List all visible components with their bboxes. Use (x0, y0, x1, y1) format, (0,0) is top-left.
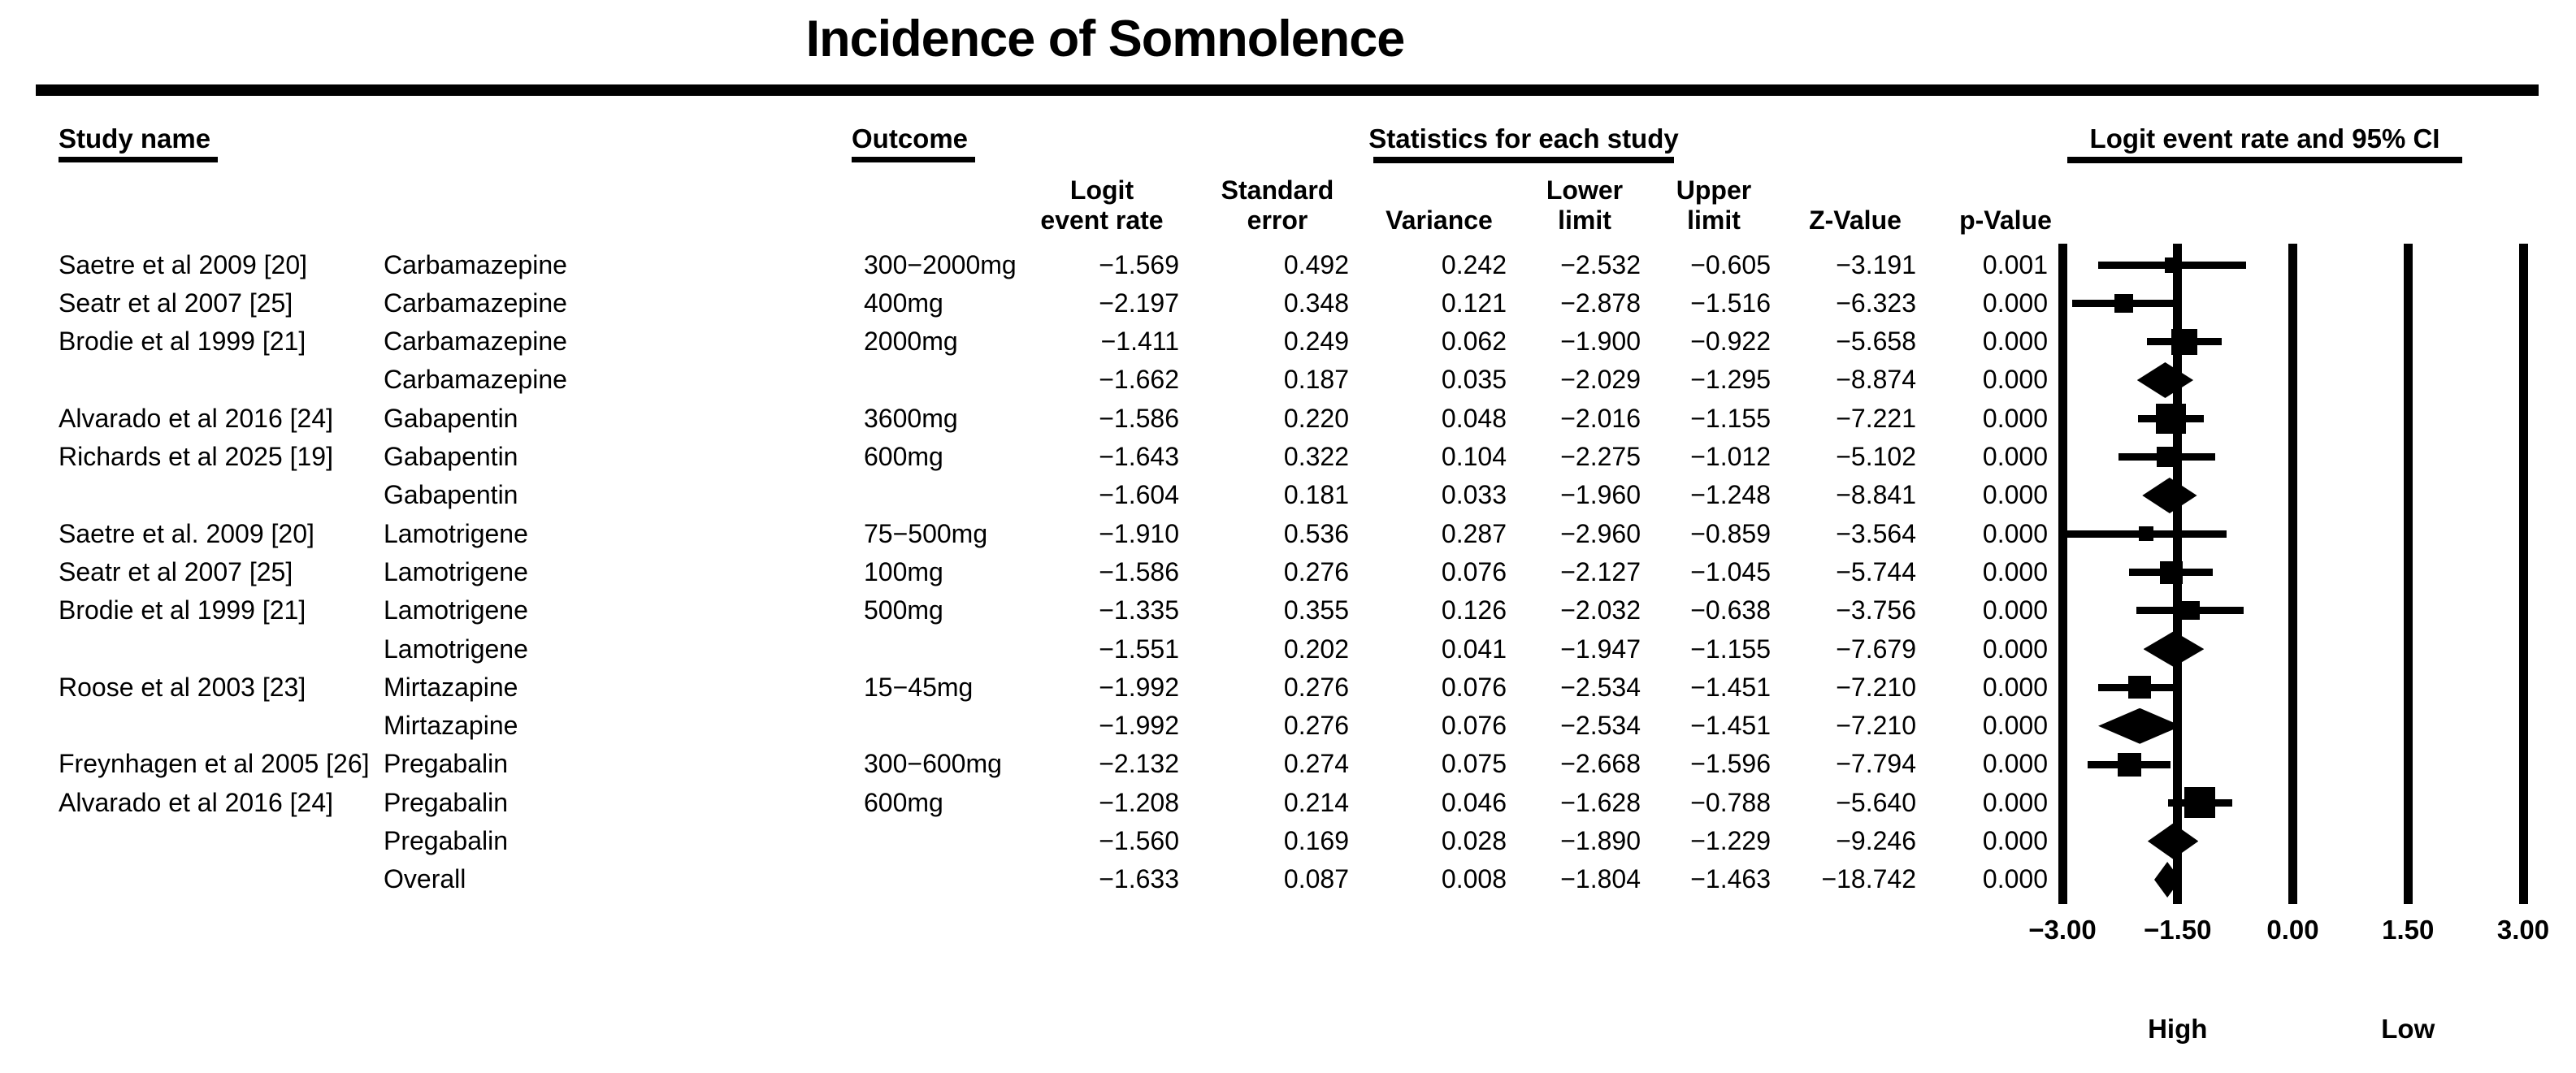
upper-limit-cell: −1.155 (1690, 403, 1771, 433)
point-square (2184, 787, 2215, 818)
dose-cell: 100mg (864, 556, 943, 586)
p-value-cell: 0.000 (1982, 826, 2048, 855)
point-square (2157, 447, 2177, 467)
dose-cell: 400mg (864, 288, 943, 318)
p-value-cell: 0.000 (1982, 556, 2048, 586)
outcome-cell: Mirtazapine (384, 672, 518, 702)
study-cell: Seatr et al 2007 [25] (59, 556, 293, 586)
variance-cell: 0.048 (1441, 403, 1507, 433)
variance-cell: 0.041 (1441, 634, 1507, 664)
study-name-underline (59, 157, 218, 162)
upper-limit-cell: −0.859 (1690, 518, 1771, 548)
p-value-cell: 0.000 (1982, 711, 2048, 741)
point-square (2114, 294, 2133, 313)
logit-event-rate-cell: −1.992 (1099, 672, 1179, 702)
dose-cell: 500mg (864, 595, 943, 625)
column-header-upper-line1: Upper (1676, 175, 1752, 205)
lower-limit-cell: −2.016 (1560, 403, 1641, 433)
upper-limit-cell: −1.451 (1690, 711, 1771, 741)
logit-event-rate-cell: −2.132 (1099, 749, 1179, 779)
point-square (2181, 601, 2200, 620)
logit-event-rate-cell: −2.197 (1099, 288, 1179, 318)
table-row (0, 707, 2576, 745)
p-value-cell: 0.000 (1982, 365, 2048, 395)
outcome-cell: Carbamazepine (384, 288, 567, 318)
upper-limit-cell: −1.248 (1690, 480, 1771, 510)
lower-limit-cell: −2.275 (1560, 442, 1641, 471)
outcome-cell: Gabapentin (384, 442, 518, 471)
variance-cell: 0.242 (1441, 249, 1507, 279)
study-cell: Saetre et al 2009 [20] (59, 249, 307, 279)
table-row (0, 860, 2576, 898)
logit-event-rate-cell: −1.560 (1099, 826, 1179, 855)
axis-tick-label: 1.50 (2382, 915, 2435, 945)
z-value-cell: −6.323 (1836, 288, 1916, 318)
axis-tick-label: −3.00 (2028, 915, 2097, 945)
point-square (2118, 753, 2141, 777)
study-cell: Roose et al 2003 [23] (59, 672, 306, 702)
standard-error-cell: 0.214 (1283, 787, 1349, 817)
plot-section-header: Logit event rate and 95% CI (2089, 123, 2440, 154)
table-row (0, 284, 2576, 322)
z-value-cell: −3.564 (1836, 518, 1916, 548)
z-value-cell: −7.221 (1836, 403, 1916, 433)
z-value-cell: −9.246 (1836, 826, 1916, 855)
axis-gridline (2404, 244, 2413, 904)
lower-limit-cell: −2.532 (1560, 249, 1641, 279)
outcome-cell: Gabapentin (384, 403, 518, 433)
axis-gridline (2288, 244, 2297, 904)
standard-error-cell: 0.169 (1283, 826, 1349, 855)
p-value-cell: 0.000 (1982, 480, 2048, 510)
plot-underline (2067, 157, 2462, 163)
z-value-cell: −3.191 (1836, 249, 1916, 279)
point-square (2160, 561, 2183, 584)
outcome-underline (852, 157, 975, 162)
lower-limit-cell: −2.668 (1560, 749, 1641, 779)
study-cell: Alvarado et al 2016 [24] (59, 787, 334, 817)
dose-cell: 3600mg (864, 403, 958, 433)
logit-event-rate-cell: −1.335 (1099, 595, 1179, 625)
dose-cell: 2000mg (864, 327, 958, 357)
table-row (0, 745, 2576, 783)
logit-event-rate-cell: −1.992 (1099, 711, 1179, 741)
dose-cell: 600mg (864, 787, 943, 817)
p-value-cell: 0.000 (1982, 595, 2048, 625)
point-square (2128, 676, 2151, 699)
column-header-lower-line2: limit (1558, 206, 1611, 235)
p-value-cell: 0.000 (1982, 672, 2048, 702)
point-square (2165, 257, 2180, 273)
outcome-cell: Lamotrigene (384, 518, 528, 548)
standard-error-cell: 0.348 (1283, 288, 1349, 318)
upper-limit-cell: −0.605 (1690, 249, 1771, 279)
variance-cell: 0.076 (1441, 556, 1507, 586)
outcome-cell: Carbamazepine (384, 249, 567, 279)
upper-limit-cell: −1.295 (1690, 365, 1771, 395)
axis-tick-label: 3.00 (2496, 915, 2550, 945)
z-value-cell: −7.210 (1836, 711, 1916, 741)
dose-cell: 600mg (864, 442, 943, 471)
outcome-cell: Lamotrigene (384, 595, 528, 625)
logit-event-rate-cell: −1.411 (1100, 327, 1179, 357)
outcome-cell: Overall (384, 864, 466, 894)
logit-event-rate-cell: −1.643 (1099, 442, 1179, 471)
point-square (2156, 404, 2186, 434)
standard-error-cell: 0.181 (1283, 480, 1349, 510)
study-name-header: Study name (59, 123, 211, 154)
upper-limit-cell: −1.516 (1690, 288, 1771, 318)
variance-cell: 0.104 (1441, 442, 1507, 471)
upper-limit-cell: −1.229 (1690, 826, 1771, 855)
variance-cell: 0.062 (1441, 327, 1507, 357)
axis-tick-label: −1.50 (2144, 915, 2212, 945)
standard-error-cell: 0.355 (1283, 595, 1349, 625)
dose-cell: 15−45mg (864, 672, 974, 702)
point-square (2171, 329, 2197, 355)
axis-gridline (2058, 244, 2067, 904)
outcome-cell: Pregabalin (384, 749, 508, 779)
upper-limit-cell: −0.922 (1690, 327, 1771, 357)
upper-limit-cell: −0.638 (1690, 595, 1771, 625)
p-value-cell: 0.000 (1982, 327, 2048, 357)
outcome-cell: Lamotrigene (384, 556, 528, 586)
z-value-cell: −18.742 (1821, 864, 1916, 894)
lower-limit-cell: −2.032 (1560, 595, 1641, 625)
p-value-cell: 0.000 (1982, 634, 2048, 664)
upper-limit-cell: −1.463 (1690, 864, 1771, 894)
title-divider-rule (36, 84, 2539, 96)
lower-limit-cell: −1.947 (1560, 634, 1641, 664)
standard-error-cell: 0.220 (1283, 403, 1349, 433)
column-header-z-value: Z-Value (1809, 206, 1902, 235)
study-cell: Richards et al 2025 [19] (59, 442, 333, 471)
z-value-cell: −7.679 (1836, 634, 1916, 664)
standard-error-cell: 0.202 (1283, 634, 1349, 664)
variance-cell: 0.076 (1441, 711, 1507, 741)
upper-limit-cell: −0.788 (1690, 787, 1771, 817)
z-value-cell: −5.102 (1836, 442, 1916, 471)
upper-limit-cell: −1.451 (1690, 672, 1771, 702)
standard-error-cell: 0.276 (1283, 556, 1349, 586)
column-header-variance: Variance (1386, 206, 1493, 235)
column-header-logit-line2: event rate (1040, 206, 1164, 235)
logit-event-rate-cell: −1.662 (1099, 365, 1179, 395)
z-value-cell: −8.841 (1836, 480, 1916, 510)
logit-event-rate-cell: −1.586 (1099, 403, 1179, 433)
axis-gridline (2519, 244, 2528, 904)
lower-limit-cell: −2.960 (1560, 518, 1641, 548)
column-header-p-value: p-Value (1959, 206, 2052, 235)
variance-cell: 0.033 (1441, 480, 1507, 510)
lower-limit-cell: −2.878 (1560, 288, 1641, 318)
upper-limit-cell: −1.045 (1690, 556, 1771, 586)
dose-cell: 75−500mg (864, 518, 988, 548)
column-header-lower-line1: Lower (1546, 175, 1624, 205)
z-value-cell: −8.874 (1836, 365, 1916, 395)
statistics-underline (1373, 157, 1674, 163)
z-value-cell: −7.794 (1836, 749, 1916, 779)
logit-event-rate-cell: −1.910 (1099, 518, 1179, 548)
p-value-cell: 0.000 (1982, 749, 2048, 779)
outcome-cell: Carbamazepine (384, 365, 567, 395)
z-value-cell: −5.640 (1836, 787, 1916, 817)
logit-event-rate-cell: −1.551 (1099, 634, 1179, 664)
upper-limit-cell: −1.596 (1690, 749, 1771, 779)
variance-cell: 0.046 (1441, 787, 1507, 817)
upper-limit-cell: −1.012 (1690, 442, 1771, 471)
z-value-cell: −5.658 (1836, 327, 1916, 357)
axis-anchor-label-low: Low (2381, 1014, 2435, 1044)
lower-limit-cell: −2.534 (1560, 711, 1641, 741)
standard-error-cell: 0.492 (1283, 249, 1349, 279)
study-cell: Seatr et al 2007 [25] (59, 288, 293, 318)
axis-tick-label: 0.00 (2266, 915, 2319, 945)
column-header-standard-error (1221, 175, 1334, 236)
standard-error-cell: 0.536 (1283, 518, 1349, 548)
lower-limit-cell: −1.960 (1560, 480, 1641, 510)
standard-error-cell: 0.249 (1283, 327, 1349, 357)
outcome-cell: Pregabalin (384, 787, 508, 817)
p-value-cell: 0.000 (1982, 288, 2048, 318)
lower-limit-cell: −1.804 (1560, 864, 1641, 894)
study-cell: Alvarado et al 2016 [24] (59, 403, 334, 433)
outcome-cell: Lamotrigene (384, 634, 528, 664)
outcome-header: Outcome (852, 123, 969, 154)
standard-error-cell: 0.087 (1283, 864, 1349, 894)
outcome-cell: Pregabalin (384, 826, 508, 855)
p-value-cell: 0.000 (1982, 518, 2048, 548)
variance-cell: 0.287 (1441, 518, 1507, 548)
axis-anchor-label-high: High (2148, 1014, 2208, 1044)
p-value-cell: 0.000 (1982, 864, 2048, 894)
outcome-cell: Mirtazapine (384, 711, 518, 741)
dose-cell: 300−2000mg (864, 249, 1017, 279)
variance-cell: 0.075 (1441, 749, 1507, 779)
standard-error-cell: 0.276 (1283, 672, 1349, 702)
column-header-logit-event-rate (1040, 175, 1163, 236)
logit-event-rate-cell: −1.208 (1099, 787, 1179, 817)
statistics-section-header: Statistics for each study (1368, 123, 1679, 154)
logit-event-rate-cell: −1.604 (1099, 480, 1179, 510)
lower-limit-cell: −1.628 (1560, 787, 1641, 817)
standard-error-cell: 0.274 (1283, 749, 1349, 779)
study-cell: Brodie et al 1999 [21] (59, 327, 306, 357)
lower-limit-cell: −2.029 (1560, 365, 1641, 395)
outcome-cell: Carbamazepine (384, 327, 567, 357)
study-cell: Brodie et al 1999 [21] (59, 595, 306, 625)
standard-error-cell: 0.276 (1283, 711, 1349, 741)
outcome-cell: Gabapentin (384, 480, 518, 510)
point-square (2139, 526, 2153, 541)
column-header-se-line1: Standard (1221, 175, 1334, 205)
variance-cell: 0.028 (1441, 826, 1507, 855)
table-row (0, 668, 2576, 707)
page-title: Incidence of Somnolence (805, 11, 1405, 67)
lower-limit-cell: −2.534 (1560, 672, 1641, 702)
lower-limit-cell: −1.900 (1560, 327, 1641, 357)
p-value-cell: 0.000 (1982, 403, 2048, 433)
column-header-se-line2: error (1247, 206, 1308, 235)
study-cell: Freynhagen et al 2005 [26] (59, 749, 370, 779)
variance-cell: 0.121 (1441, 288, 1507, 318)
p-value-cell: 0.000 (1982, 442, 2048, 471)
standard-error-cell: 0.187 (1283, 365, 1349, 395)
standard-error-cell: 0.322 (1283, 442, 1349, 471)
variance-cell: 0.076 (1441, 672, 1507, 702)
z-value-cell: −7.210 (1836, 672, 1916, 702)
dose-cell: 300−600mg (864, 749, 1002, 779)
variance-cell: 0.035 (1441, 365, 1507, 395)
lower-limit-cell: −2.127 (1560, 556, 1641, 586)
p-value-cell: 0.001 (1982, 249, 2048, 279)
logit-event-rate-cell: −1.569 (1099, 249, 1179, 279)
column-header-lower-limit (1546, 175, 1623, 236)
p-value-cell: 0.000 (1982, 787, 2048, 817)
upper-limit-cell: −1.155 (1690, 634, 1771, 664)
logit-event-rate-cell: −1.586 (1099, 556, 1179, 586)
variance-cell: 0.008 (1441, 864, 1507, 894)
lower-limit-cell: −1.890 (1560, 826, 1641, 855)
column-header-upper-line2: limit (1687, 206, 1741, 235)
z-value-cell: −5.744 (1836, 556, 1916, 586)
study-cell: Saetre et al. 2009 [20] (59, 518, 314, 548)
column-header-upper-limit (1676, 175, 1751, 236)
z-value-cell: −3.756 (1836, 595, 1916, 625)
logit-event-rate-cell: −1.633 (1099, 864, 1179, 894)
variance-cell: 0.126 (1441, 595, 1507, 625)
column-header-logit-line1: Logit (1069, 175, 1134, 205)
